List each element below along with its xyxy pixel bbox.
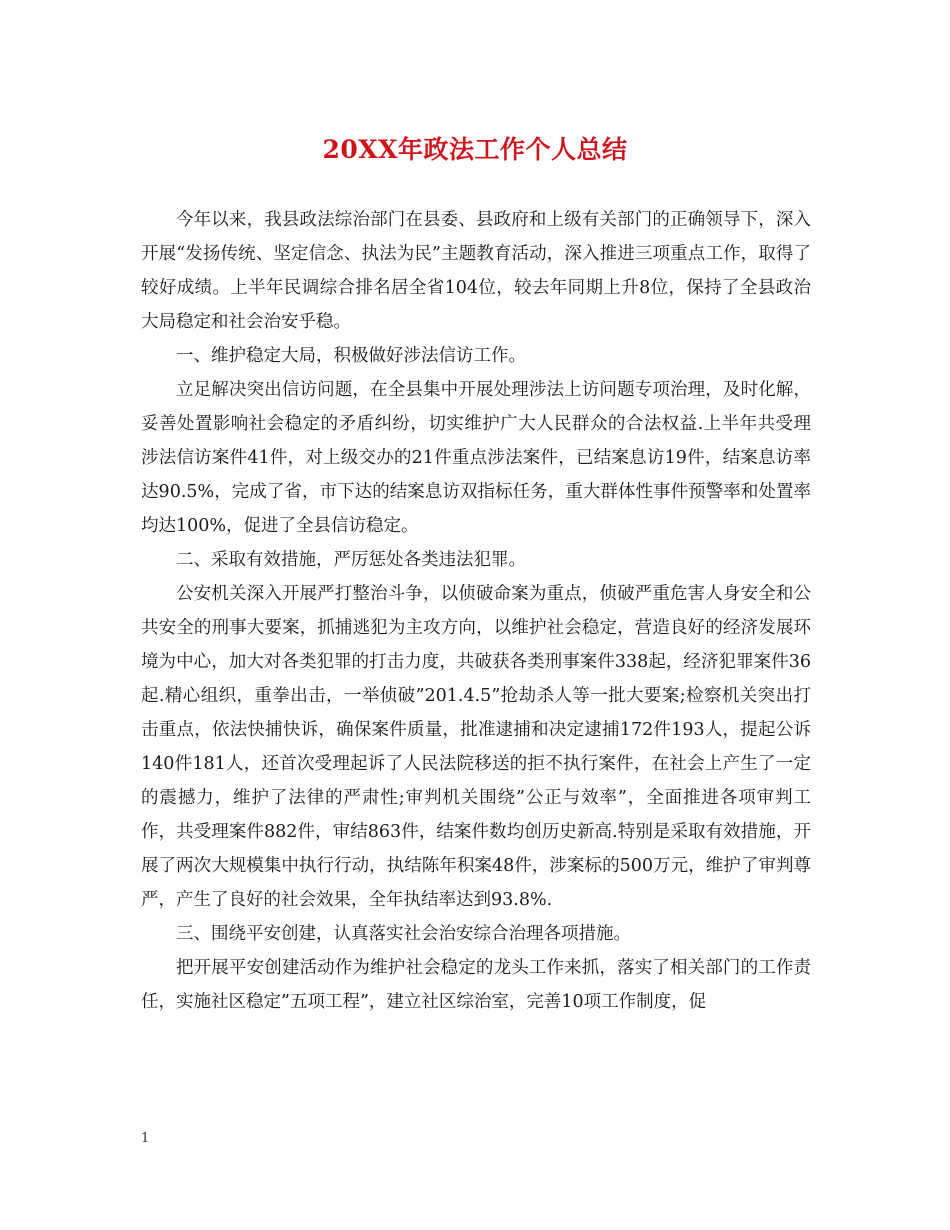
paragraph-intro: 今年以来，我县政法综治部门在县委、县政府和上级有关部门的正确领导下，深入开展“发扬传统、坚定信念、执法为民”主题教育活动，深入推进三项重点工作，取得了较好成绩。上半年民调综合排名居全省104位，较去年同期上升8位，保持了全县政治大局稳定和社会治安乎稳。 [141,210,811,332]
paragraph-safety: 把开展平安创建活动作为维护社会稳定的龙头工作来抓，落实了相关部门的工作责任，实施社区稳定”五项工程”，建立社区综治室，完善10项工作制度，促 [141,958,811,1012]
page-number: 1 [141,1131,150,1146]
paragraph-petition: 立足解决突出信访问题，在全县集中开展处理涉法上访问题专项治理，及时化解，妥善处置影响社会稳定的矛盾纠纷，切实维护广大人民群众的合法权益.上半年共受理涉法信访案件41件，对上级交办的21件重点涉法案件，已结案息访19件，结案息访率达90.5%，完成了省，市下达的结案息访双指标任务，重大群体性事件预警率和处置率均达100%，促进了全县信访稳定。 [141,380,811,536]
paragraph-crime: 公安机关深入开展严打整治斗争，以侦破命案为重点，侦破严重危害人身安全和公共安全的刑事大要案，抓捕逃犯为主攻方向，以维护社会稳定，营造良好的经济发展环境为中心，加大对各类犯罪的打击力度，共破获各类刑事案件338起，经济犯罪案件36起.精心组织，重拳出击，一举侦破”201.4.5”抢劫杀人等一批大要案;检察机关突出打击重点，依法快捕快诉，确保案件质量，批准逮捕和决定逮捕172件193人，提起公诉140件181人，还首次受理起诉了人民法院移送的拒不执行案件，在社会上产生了一定的震撼力，维护了法律的严肃性;审判机关围绕”公正与效率”，全面推进各项审判工作，共受理案件882件，审结863件，结案件数均创历史新高.特别是采取有效措施，开展了两次大规模集中执行行动，执结陈年积案48件，涉案标的500万元，维护了审判尊严，产生了良好的社会效果，全年执结率达到93.8%. [141,584,811,910]
document-title: 20XX年政法工作个人总结 [322,135,628,164]
section-heading-1: 一、维护稳定大局，积极做好涉法信访工作。 [176,346,526,366]
document-body [141,203,811,1019]
section-heading-3: 三、围绕平安创建，认真落实社会治安综合治理各项措施。 [176,924,631,944]
section-heading-2: 二、采取有效措施，严厉惩处各类违法犯罪。 [176,550,526,570]
